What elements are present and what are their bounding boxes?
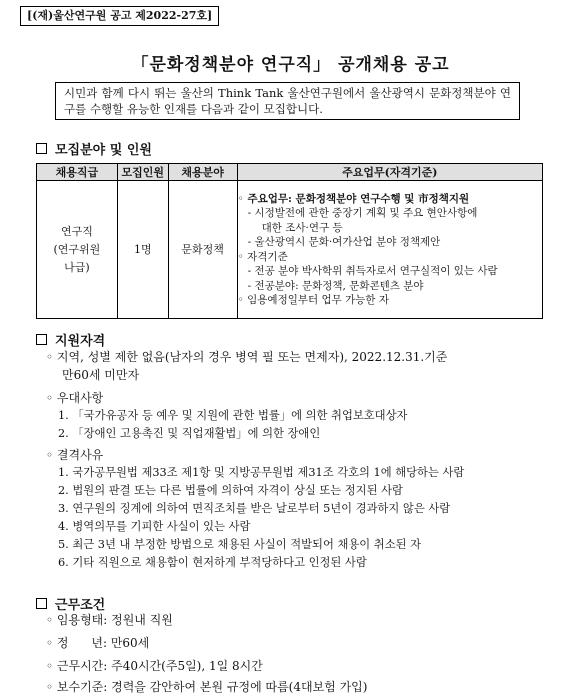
condition-item: ◦ 근무시간: 주40시간(주5일), 1일 8시간	[46, 659, 263, 673]
duty-line: - 시정발전에 관한 중장기 계획 및 주요 현안사항에	[247, 207, 478, 219]
square-bullet-icon	[36, 598, 47, 609]
square-bullet-icon	[36, 143, 47, 154]
table-header-count: 모집인원	[117, 164, 168, 181]
disqualification-item: 3. 연구원의 징계에 의하여 면직조치를 받은 날로부터 5년이 경과하지 않은 사람	[58, 502, 451, 515]
table-header-rank: 채용직급	[37, 164, 118, 181]
disqualification-item: 2. 법원의 판결 또는 다른 법률에 의하여 자격이 상실 또는 정지된 사람	[58, 484, 403, 497]
rank-line: 나급)	[64, 260, 90, 274]
condition-item: ◦ 임용형태: 정원내 직원	[46, 613, 173, 627]
duties-cell	[237, 181, 542, 319]
qualification-general: ◦ 지역, 성별 제한 없음(남자의 경우 병역 필 또는 면제자), 2022.12.31.기준	[46, 350, 448, 364]
section-recruit-heading	[36, 139, 152, 158]
preferential-item: 2. 「장애인 고용촉진 및 직업재활법」에 의한 장애인	[58, 427, 321, 440]
duty-line: - 울산광역시 문화·여가산업 분야 정책제안	[247, 236, 441, 248]
rank-line: (연구위원	[53, 242, 101, 256]
preferential-title: ◦ 우대사항	[46, 391, 104, 405]
condition-item: ◦ 보수기준: 경력을 감안하여 본원 규정에 따름(4대보험 가입)	[46, 680, 368, 694]
notice-number: [(재)울산연구원 공고 제2022-27호]	[20, 6, 219, 26]
section-qualification-heading	[36, 330, 105, 349]
qualification-general-cont: 만60세 미만자	[62, 368, 140, 382]
disqualification-item: 6. 기타 직원으로 채용함이 현저하게 부적당하다고 인정된 사람	[58, 556, 367, 569]
preferential-item: 1. 「국가유공자 등 예우 및 지원에 관한 법률」에 의한 취업보호대상자	[58, 409, 408, 422]
rank-cell	[37, 181, 118, 319]
duty-line: ◦ 임용예정일부터 업무 가능한 자	[237, 294, 390, 306]
duty-line: - 전공분야: 문화정책, 문화콘텐츠 분야	[247, 279, 424, 292]
duty-line: ◦ 주요업무: 문화정책분야 연구수행 및 市정책지원	[237, 192, 470, 205]
section-conditions-title: 근무조건	[55, 598, 106, 613]
section-qualification-title: 지원자격	[55, 334, 106, 349]
field-cell: 문화정책	[168, 181, 237, 319]
square-bullet-icon	[36, 334, 47, 345]
duty-line: ◦ 자격기준	[237, 250, 288, 263]
duty-line: 대한 조사·연구 등	[261, 221, 343, 234]
disqualification-item: 4. 병역의무를 기피한 사실이 있는 사람	[58, 520, 251, 533]
table-header-field: 채용분야	[168, 164, 237, 181]
disqualification-item: 1. 국가공무원법 제33조 제1항 및 지방공무원법 제31조 각호의 1에 해당하는 사람	[58, 466, 465, 479]
duty-line: - 전공 분야 박사학위 취득자로서 연구실적이 있는 사람	[247, 265, 498, 277]
recruit-table	[36, 163, 543, 319]
section-recruit-title: 모집분야 및 인원	[55, 143, 152, 158]
intro-box: 시민과 함께 다시 뛰는 울산의 Think Tank 울산연구원에서 울산광역시 문화정책분야 연구를 수행할 유능한 인재를 다음과 같이 모집합니다.	[55, 82, 520, 120]
table-header-duties: 주요업무(자격기준)	[237, 164, 542, 181]
rank-line: 연구직	[60, 224, 93, 238]
table-row	[37, 181, 543, 319]
count-cell: 1명	[117, 181, 168, 319]
disqualification-item: 5. 최근 3년 내 부정한 방법으로 채용된 사실이 적발되어 채용이 취소된 자	[58, 538, 422, 551]
page-title: 「문화정책분야 연구직」 공개채용 공고	[131, 55, 450, 75]
disqualification-title: ◦ 결격사유	[46, 448, 104, 462]
table-header-row	[37, 164, 543, 181]
condition-item: ◦ 정 년: 만60세	[46, 636, 150, 650]
